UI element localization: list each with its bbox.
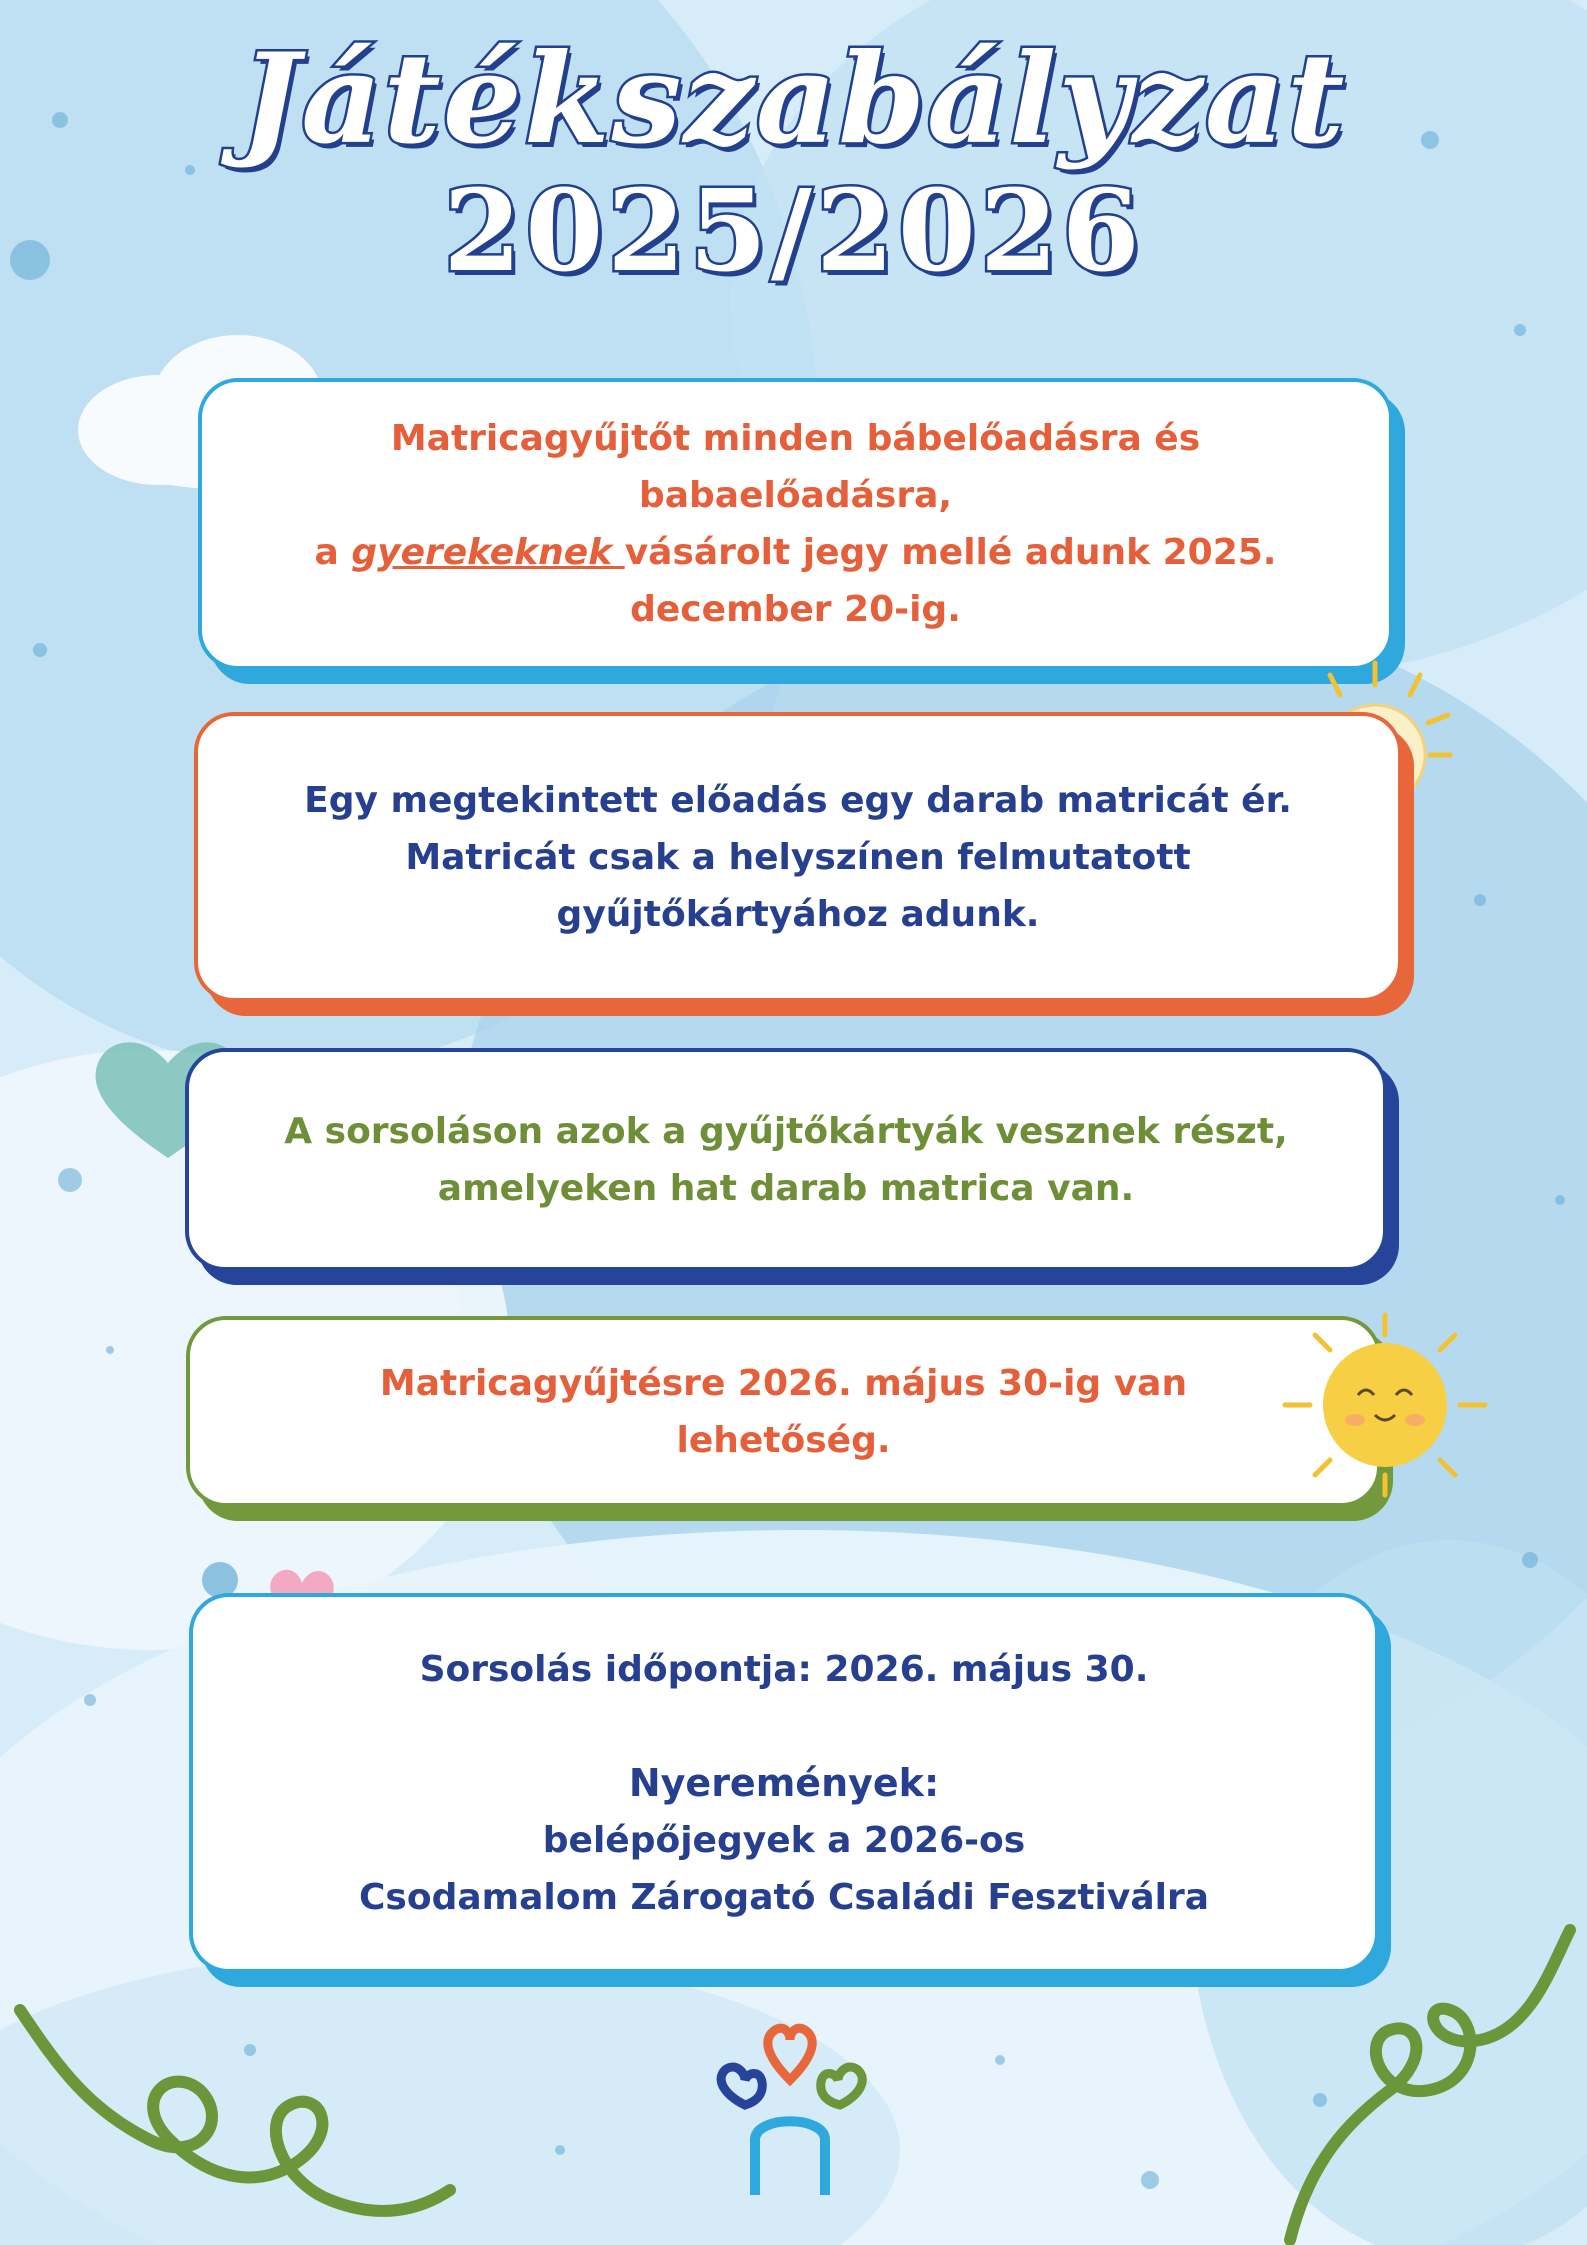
children-highlight: gyerekeknek (351, 532, 625, 573)
card-one-sticker-rule (194, 712, 1402, 1002)
card1-line1: Matricagyűjtőt minden bábelőadásra és (390, 418, 1201, 459)
squiggle-icon (1270, 1890, 1587, 2245)
prizes-heading: Nyeremények: (628, 1760, 940, 1805)
prizes-line1: belépőjegyek a 2026-os (542, 1819, 1026, 1861)
card1-line3-suffix: vásárolt jegy mellé adunk 2025. (624, 532, 1277, 573)
logo-icon (700, 2020, 880, 2210)
card1-line4: december 20-ig. (630, 589, 961, 630)
header (0, 27, 1587, 297)
card2-line3: gyűjtőkártyához adunk. (556, 893, 1040, 935)
card-collection-deadline (186, 1316, 1381, 1507)
card-draw-and-prizes (189, 1593, 1379, 1973)
page-title: Játékszabályzat (240, 27, 1347, 172)
page-year: 2025/2026 (443, 166, 1144, 297)
draw-date: Sorsolás időpontja: 2026. május 30. (419, 1648, 1149, 1690)
sun-icon (1280, 1310, 1490, 1500)
card1-line2: babaelőadásra, (638, 475, 953, 516)
card4-line1: Matricagyűjtésre 2026. május 30-ig van (379, 1362, 1188, 1404)
card-sticker-collector (198, 378, 1393, 670)
card1-line3 (315, 524, 1277, 581)
squiggle-icon (0, 1990, 470, 2245)
card-draw-eligibility (185, 1048, 1387, 1271)
card3-line2: amelyeken hat darab matrica van. (437, 1167, 1135, 1209)
card3-line1: A sorsoláson azok a gyűjtőkártyák vesznek részt, (284, 1110, 1288, 1152)
card4-line2: lehetőség. (676, 1419, 891, 1461)
card2-line2: Matricát csak a helyszínen felmutatott (405, 836, 1191, 878)
card2-line1: Egy megtekintett előadás egy darab matricát ér. (304, 779, 1292, 821)
card1-line3-prefix: a (314, 532, 352, 573)
prizes-line2: Csodamalom Zárogató Családi Fesztiválra (358, 1876, 1210, 1918)
